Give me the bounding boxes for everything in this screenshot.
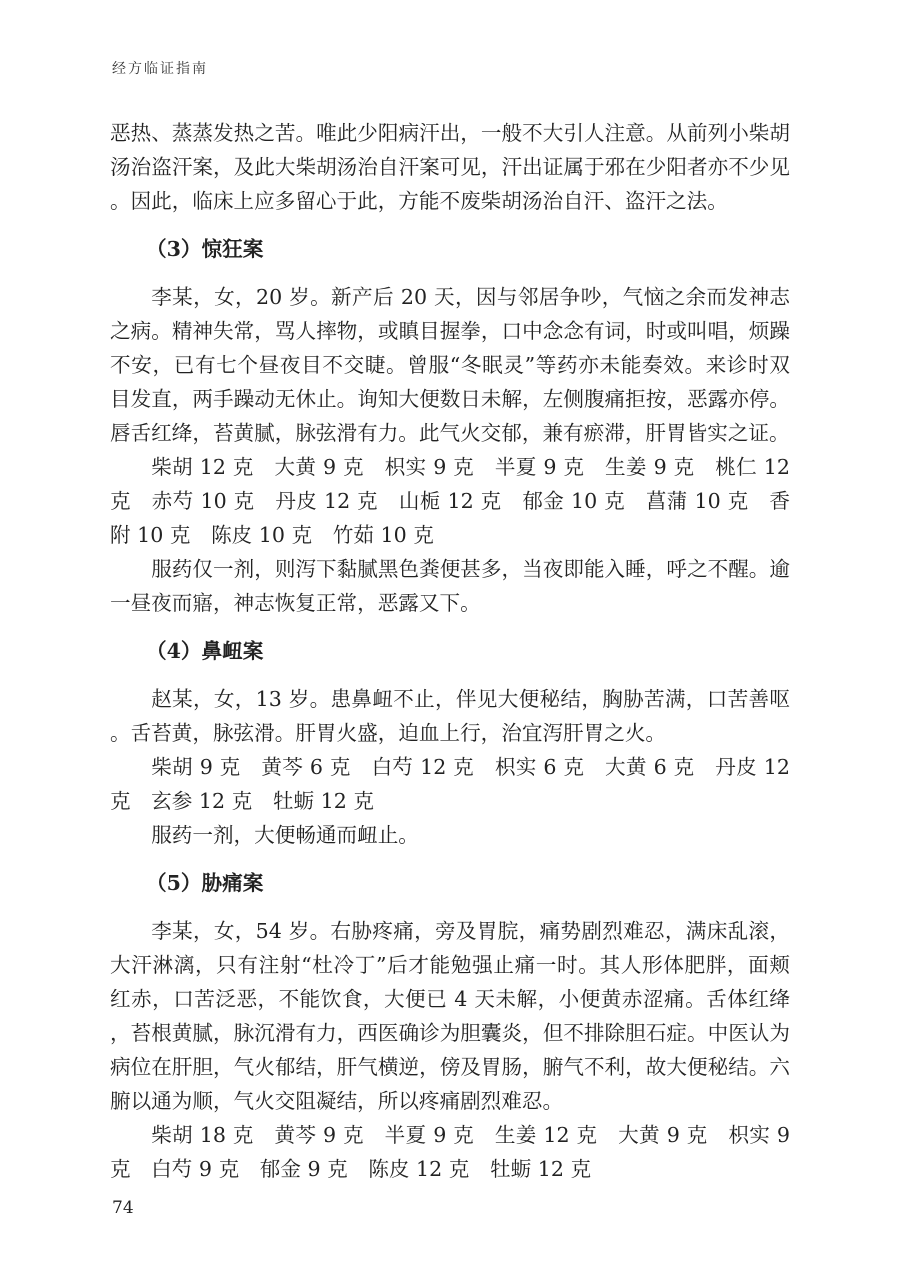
page-body: [110, 116, 790, 1186]
section-heading-hypochondriac-pain: （5）胁痛案: [146, 871, 264, 895]
outcome-paragraph: 服药一剂，大便畅通而衄止。: [151, 823, 419, 847]
section-heading-nosebleed: （4）鼻衄案: [146, 639, 264, 663]
paragraph-continuation: 恶热、蒸蒸发热之苦。唯此少阳病汗出，一般不大引人注意。从前列小柴胡汤治盗汗案，及此大柴胡汤治自汗案可见，汗出证属于邪在少阳者亦不少见。因此，临床上应多留心于此，方能不废柴胡汤治自汗、盗汗之法。: [110, 121, 790, 213]
outcome-paragraph: 服药仅一剂，则泻下黏腻黑色粪便甚多，当夜即能入睡，呼之不醒。逾一昼夜而寤，神志恢复正常，恶露又下。: [110, 557, 790, 615]
prescription: 柴胡 18 克 黄芩 9 克 半夏 9 克 生姜 12 克 大黄 9 克 枳实 9 克 白芍 9 克 郁金 9 克 陈皮 12 克 牡蛎 12 克: [110, 1123, 790, 1181]
case-paragraph: 李某，女，54 岁。右胁疼痛，旁及胃脘，痛势剧烈难忍，满床乱滚，大汗淋漓，只有注射“杜冷丁”后才能勉强止痛一时。其人形体肥胖，面颊红赤，口苦泛恶，不能饮食，大便已 4 天未解，小便黄赤涩痛。舌体红绛，苔根黄腻，脉沉滑有力，西医确诊为胆囊炎，但不排除胆石症。中医认为病位在肝胆，气火郁结，肝气横逆，傍及胃肠，腑气不利，故大便秘结。六腑以通为顺，气火交阻凝结，所以疼痛剧烈难忍。: [110, 919, 790, 1113]
running-header: 经方临证指南: [112, 61, 208, 77]
page-number: 74: [112, 1198, 134, 1218]
prescription: 柴胡 12 克 大黄 9 克 枳实 9 克 半夏 9 克 生姜 9 克 桃仁 12 克 赤芍 10 克 丹皮 12 克 山栀 12 克 郁金 10 克 菖蒲 10 克 香附 10 克 陈皮 10 克 竹茹 10 克: [110, 455, 790, 547]
section-heading-convulsive-mania: （3）惊狂案: [146, 237, 264, 261]
prescription: 柴胡 9 克 黄芩 6 克 白芍 12 克 枳实 6 克 大黄 6 克 丹皮 12 克 玄参 12 克 牡蛎 12 克: [110, 755, 790, 813]
case-paragraph: 李某，女，20 岁。新产后 20 天，因与邻居争吵，气恼之余而发神志之病。精神失常，骂人摔物，或瞋目握拳，口中念念有词，时或叫唱，烦躁不安，已有七个昼夜目不交睫。曾服“冬眠灵”等药亦未能奏效。来诊时双目发直，两手躁动无休止。询知大便数日未解，左侧腹痛拒按，恶露亦停。唇舌红绛，苔黄腻，脉弦滑有力。此气火交郁，兼有瘀滞，肝胃皆实之证。: [110, 285, 790, 445]
case-paragraph: 赵某，女，13 岁。患鼻衄不止，伴见大便秘结，胸胁苦满，口苦善呕。舌苔黄，脉弦滑。肝胃火盛，迫血上行，治宜泻肝胃之火。: [110, 687, 790, 745]
